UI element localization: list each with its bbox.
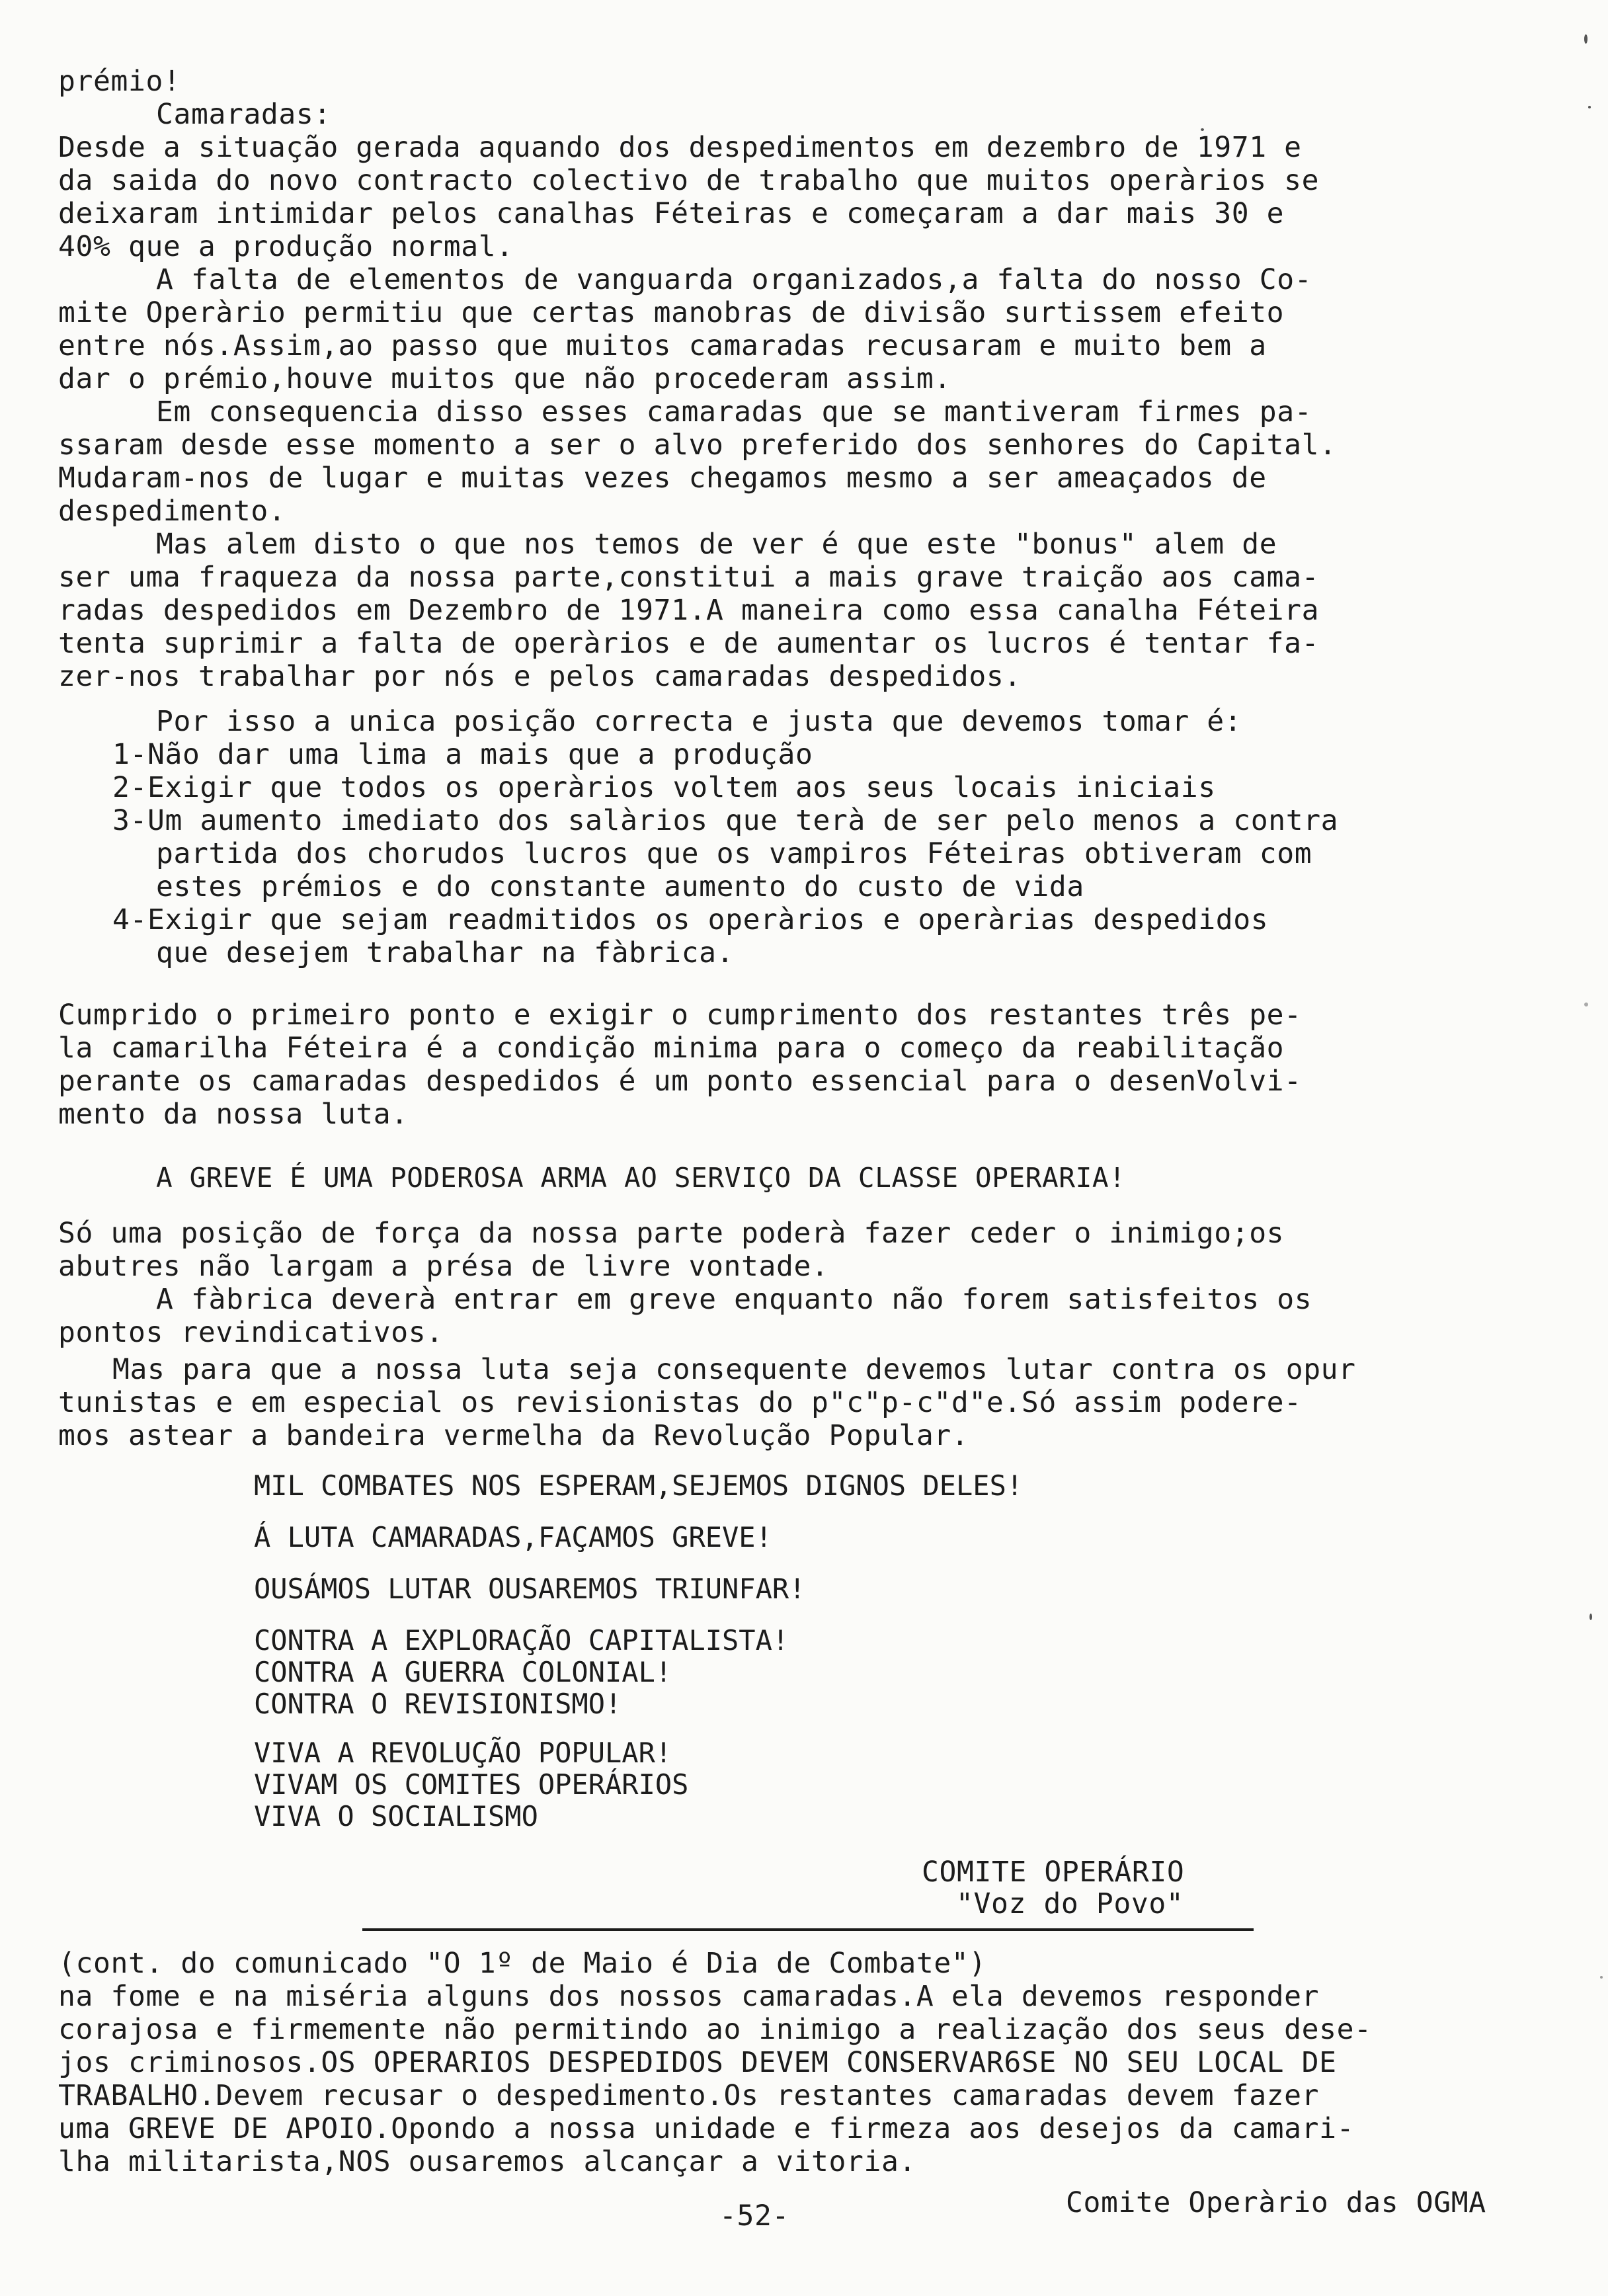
body-line: A falta de elementos de vanguarda organizados,a falta do nosso Co- (156, 263, 1312, 296)
demand-item-4-cont: que desejem trabalhar na fàbrica. (156, 936, 735, 969)
body-line: Mas alem disto o que nos temos de ver é que este "bonus" alem de (156, 528, 1277, 561)
body-line: Só uma posição de força da nossa parte poderà fazer ceder o inimigo;os (58, 1217, 1285, 1250)
body-line: Cumprido o primeiro ponto e exigir o cumprimento dos restantes três pe- (58, 999, 1302, 1032)
body-line: despedimento. (58, 495, 286, 528)
body-line: zer-nos trabalhar por nós e pelos camaradas despedidos. (58, 660, 1022, 693)
body-line: perante os camaradas despedidos é um ponto essencial para o desenVolvi- (58, 1065, 1302, 1098)
body-line: radas despedidos em Dezembro de 1971.A maneira como essa canalha Féteira (58, 594, 1320, 627)
body-line: Mudaram-nos de lugar e muitas vezes chegamos mesmo a ser ameaçados de (58, 462, 1267, 495)
signature-committee: COMITE OPERÁRIO (922, 1856, 1185, 1889)
scan-speck (1588, 106, 1591, 108)
continuation-line: TRABALHO.Devem recusar o despedimento.Os restantes camaradas devem fazer (58, 2079, 1320, 2112)
continuation-line: na fome e na miséria alguns dos nossos camaradas.A ela devemos responder (58, 1980, 1320, 2013)
slogan: MIL COMBATES NOS ESPERAM,SEJEMOS DIGNOS DELES! (254, 1469, 1024, 1502)
scan-speck (1589, 1614, 1592, 1620)
body-line: deixaram intimidar pelos canalhas Féteiras e começaram a dar mais 30 e (58, 197, 1285, 230)
slogan: OUSÁMOS LUTAR OUSAREMOS TRIUNFAR! (254, 1573, 806, 1605)
continuation-line: uma GREVE DE APOIO.Opondo a nossa unidade e firmeza aos desejos da camari- (58, 2112, 1355, 2145)
demand-item-2: 2-Exigir que todos os operàrios voltem aos seus locais iniciais (112, 771, 1216, 804)
slogan: CONTRA A GUERRA COLONIAL! (254, 1656, 672, 1688)
demands-intro: Por isso a unica posição correcta e justa que devemos tomar é: (156, 705, 1242, 738)
demand-item-3-cont: estes prémios e do constante aumento do custo de vida (156, 870, 1084, 903)
continuation-heading: (cont. do comunicado "O 1º de Maio é Dia de Combate") (58, 1947, 986, 1980)
body-line: mento da nossa luta. (58, 1098, 409, 1131)
body-line: tunistas e em especial os revisionistas do p"c"p-c"d"e.Só assim podere- (58, 1386, 1302, 1419)
signature-name: "Voz do Povo" (956, 1887, 1184, 1920)
body-line: A fàbrica deverà entrar em greve enquanto não forem satisfeitos os (156, 1283, 1312, 1316)
body-line: abutres não largam a présa de livre vontade. (58, 1250, 829, 1283)
demand-item-3: 3-Um aumento imediato dos salàrios que terà de ser pelo menos a contra (112, 804, 1339, 837)
demand-item-1: 1-Não dar uma lima a mais que a produção (112, 738, 813, 771)
body-line: Em consequencia disso esses camaradas que se mantiveram firmes pa- (156, 395, 1312, 429)
demand-item-3-cont: partida dos chorudos lucros que os vampiros Féteiras obtiveram com (156, 837, 1312, 870)
opening-word: prémio! (58, 65, 181, 98)
page-number: -52- (719, 2199, 789, 2233)
body-line: mite Operàrio permitiu que certas manobras de divisão surtissem efeito (58, 296, 1285, 329)
salutation: Camaradas: (156, 98, 331, 131)
body-line: da saida do novo contracto colectivo de trabalho que muitos operàrios se (58, 164, 1320, 197)
body-line: ser uma fraqueza da nossa parte,constitui a mais grave traição aos cama- (58, 561, 1320, 594)
continuation-line: jos criminosos.OS OPERARIOS DESPEDIDOS DEVEM CONSERVAR6SE NO SEU LOCAL DE (58, 2046, 1337, 2079)
body-line: dar o prémio,houve muitos que não procederam assim. (58, 362, 951, 395)
body-line: ssaram desde esse momento a ser o alvo preferido dos senhores do Capital. (58, 429, 1337, 462)
scan-speck (1584, 34, 1588, 44)
body-line: Desde a situação gerada aquando dos despedimentos em dezembro de 1971 e (58, 131, 1302, 164)
slogan: Á LUTA CAMARADAS,FAÇAMOS GREVE! (254, 1521, 772, 1553)
scan-speck (1584, 1003, 1588, 1006)
slogan: VIVA O SOCIALISMO (254, 1800, 538, 1832)
body-line: 40% que a produção normal. (58, 230, 514, 263)
slogan: VIVA A REVOLUÇÃO POPULAR! (254, 1737, 672, 1769)
body-line: mos astear a bandeira vermelha da Revolução Popular. (58, 1419, 969, 1452)
body-line: la camarilha Féteira é a condição minima para o começo da reabilitação (58, 1032, 1285, 1065)
slogan: CONTRA A EXPLORAÇÃO CAPITALISTA! (254, 1624, 789, 1657)
scan-speck (1201, 128, 1204, 131)
body-line: tenta suprimir a falta de operàrios e de aumentar os lucros é tentar fa- (58, 627, 1320, 660)
continuation-line: corajosa e firmemente não permitindo ao inimigo a realização dos seus dese- (58, 2013, 1372, 2046)
body-line: Mas para que a nossa luta seja consequente devemos lutar contra os opur (112, 1353, 1356, 1386)
strike-heading: A GREVE É UMA PODEROSA ARMA AO SERVIÇO DA CLASSE OPERARIA! (156, 1162, 1126, 1194)
slogan: CONTRA O REVISIONISMO! (254, 1688, 622, 1720)
demand-item-4: 4-Exigir que sejam readmitidos os operàrios e operàrias despedidos (112, 903, 1269, 936)
continuation-line: lha militarista,NOS ousaremos alcançar a vitoria. (58, 2145, 916, 2178)
continuation-signature: Comite Operàrio das OGMA (1066, 2186, 1486, 2219)
slogan: VIVAM OS COMITES OPERÁRIOS (254, 1768, 689, 1801)
body-line: pontos revindicativos. (58, 1316, 444, 1349)
body-line: entre nós.Assim,ao passo que muitos camaradas recusaram e muito bem a (58, 329, 1267, 362)
scan-speck (1600, 1976, 1603, 1979)
section-divider (362, 1928, 1254, 1931)
